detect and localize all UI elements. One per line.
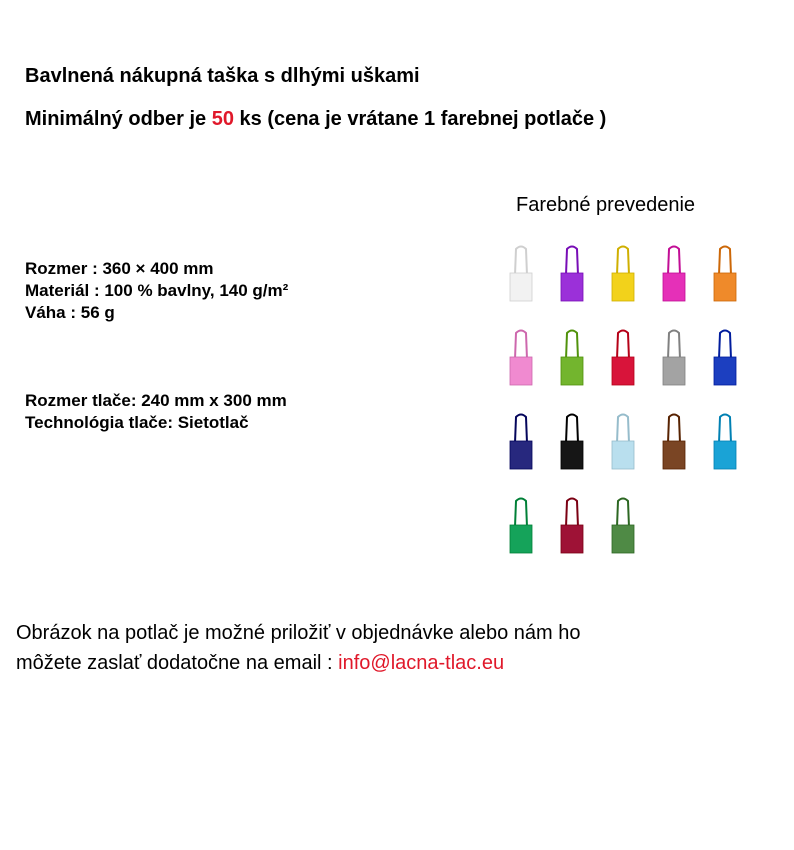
tote-bag-icon [659, 243, 689, 303]
email-link[interactable]: info@lacna-tlac.eu [338, 652, 505, 674]
tote-bag-swatch [506, 495, 536, 555]
tote-bag-swatch [659, 411, 689, 471]
tote-bag-icon [506, 495, 536, 555]
tote-bag-icon [659, 411, 689, 471]
tote-bag-icon [557, 327, 587, 387]
tote-bag-icon [557, 243, 587, 303]
tote-bag-icon [608, 327, 638, 387]
minimum-order-note: ks (cena je vrátane 1 farebnej potlače ) [233, 108, 607, 130]
tote-bag-icon [506, 411, 536, 471]
tote-bag-icon [608, 411, 638, 471]
tote-bag-swatch [710, 411, 740, 471]
tote-bag-swatch [608, 495, 638, 555]
product-specs [25, 258, 288, 324]
tote-bag-swatch [557, 495, 587, 555]
spec-print-size: Rozmer tlače: 240 mm x 300 mm [25, 391, 287, 410]
tote-bag-icon [659, 327, 689, 387]
colors-heading: Farebné prevedenie [516, 194, 696, 216]
tote-bag-swatch [557, 411, 587, 471]
tote-bag-swatch [506, 243, 536, 303]
tote-bag-swatch [557, 243, 587, 303]
spec-weight: Váha : 56 g [25, 303, 115, 322]
tote-bag-icon [506, 327, 536, 387]
tote-bag-swatch [506, 411, 536, 471]
spec-material: Materiál : 100 % bavlny, 140 g/m² [25, 281, 289, 300]
tote-bag-swatch [506, 327, 536, 387]
minimum-order-line [25, 108, 606, 131]
tote-bag-swatch [710, 243, 740, 303]
tote-bag-icon [506, 243, 536, 303]
tote-bag-swatch [608, 411, 638, 471]
tote-bag-icon [710, 411, 740, 471]
footer-line-2-text: môžete zaslať dodatočne na email : [16, 652, 339, 674]
tote-bag-swatch [608, 243, 638, 303]
minimum-order-text: Minimálný odber je [25, 108, 212, 130]
tote-bag-icon [710, 327, 740, 387]
product-title: Bavlnená nákupná taška s dlhými uškami [25, 65, 420, 87]
tote-bag-swatch [659, 327, 689, 387]
tote-bag-icon [608, 495, 638, 555]
spec-size: Rozmer : 360 × 400 mm [25, 259, 214, 278]
tote-bag-icon [557, 411, 587, 471]
tote-bag-swatch [557, 327, 587, 387]
print-specs [25, 390, 287, 434]
spec-print-technology: Technológia tlače: Sietotlač [25, 413, 249, 432]
tote-bag-swatch [608, 327, 638, 387]
tote-bag-swatch [710, 327, 740, 387]
tote-bag-swatch [659, 243, 689, 303]
footer-note [16, 618, 581, 678]
footer-line-2 [16, 648, 581, 678]
footer-line-1: Obrázok na potlač je možné priložiť v objednávke alebo nám ho [16, 622, 581, 644]
tote-bag-icon [710, 243, 740, 303]
tote-bag-icon [557, 495, 587, 555]
minimum-order-quantity: 50 [211, 108, 234, 130]
tote-bag-icon [608, 243, 638, 303]
